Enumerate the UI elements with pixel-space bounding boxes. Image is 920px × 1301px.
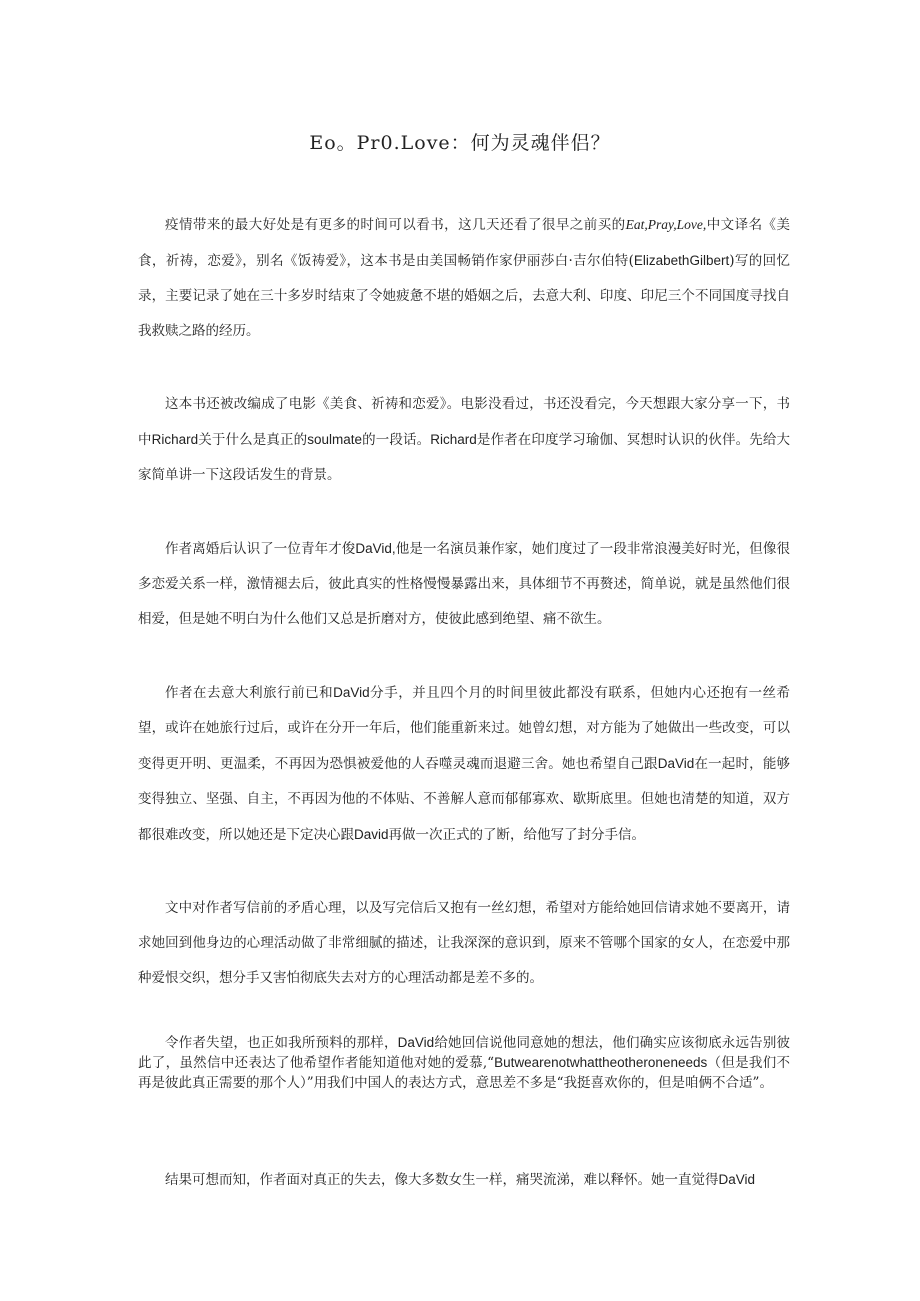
p2-text-d: 是作者在印度学习瑜伽、冥想时认识的伙伴。先给大家简单讲一下这段话发生的背景。 (138, 432, 791, 483)
p2-richard-1: Richard (151, 432, 199, 447)
p1-text-b: 中文译名《美食，祈祷，恋爱》，别名《饭祷爱》，这本书是由美国畅销作家伊丽莎白·吉尔伯特( (138, 217, 790, 269)
paragraph-7 (138, 1162, 790, 1198)
p1-text-c: )写的回忆录，主要记录了她在三十多岁时结束了令她疲惫不堪的婚姻之后，去意大利、印度、印尼三个不同国度寻找自我救赎之路的经历。 (138, 253, 790, 339)
p4-text-d: 再做一次正式的了断，给他写了封分手信。 (388, 827, 646, 843)
p3-david: DaVid, (355, 541, 396, 556)
p1-book-title: Eat,Pray,Love, (625, 217, 707, 232)
p2-text-a: 这本书还被改编成了电影《美食、祈祷和恋爱》。电影没看过，书还没看完，今天想跟大家分享一下，书中 (138, 396, 790, 448)
p7-text-a: 结果可想而知，作者面对真正的失去，像大多数女生一样，痛哭流涕，难以释怀。她一直觉得 (165, 1172, 719, 1188)
p3-text-b: 他是一名演员兼作家，她们度过了一段非常浪漫美好时光，但像很多恋爱关系一样，激情褪去后，彼此真实的性格慢慢暴露出来，具体细节不再赘述，简单说，就是虽然他们很相爱，但是她不明白为什么他们又总是折磨对方，使彼此感到绝望、痛不欲生。 (138, 541, 791, 627)
p6-text-a: 令作者失望，也正如我所预料的那样， (165, 1035, 398, 1051)
p6-text-b: 给她回信说他同意她的想法，他们确实应该彻底永远告别彼此了，虽然信中还表达了他希望作者能知道他对她的爱慕,“ (138, 1035, 791, 1071)
p4-text-a: 作者在去意大利旅行前已和 (165, 685, 334, 701)
p4-david-3: David (354, 827, 389, 842)
p6-david: DaVid (397, 1035, 435, 1050)
paragraph-4 (138, 675, 790, 853)
p6-english-quote: Butwearenotwhattheotheroneneeds (494, 1055, 708, 1070)
p2-soulmate: soulmate (307, 432, 363, 447)
p4-david-2: DaVid (657, 756, 695, 771)
p1-text-a: 疫情带来的最大好处是有更多的时间可以看书，这几天还看了很早之前买的 (165, 217, 626, 233)
paragraph-2 (138, 387, 790, 493)
paragraph-1 (138, 207, 790, 349)
p1-author-name: ElizabethGilbert (633, 253, 730, 268)
paragraph-5 (138, 891, 790, 996)
p4-text-b: 分手，并且四个月的时间里彼此都没有联系，但她内心还抱有一丝希望，或许在她旅行过后，或许在分开一年后，他们能重新来过。她曾幻想，对方能为了她做出一些改变，可以变得更开明、更温柔，不再因为恐惧被爱他的人吞噬灵魂而退避三舍。她也希望自己跟 (138, 685, 791, 772)
p2-text-b: 关于什么是真正的 (198, 432, 308, 448)
p4-david-1: DaVid (333, 685, 370, 700)
p7-david: DaVid (718, 1172, 756, 1187)
paragraph-3 (138, 531, 790, 637)
document-title: Eo。Pr0.Love：何为灵魂伴侣？ (309, 132, 611, 154)
paragraph-6 (138, 1033, 790, 1093)
p3-text-a: 作者离婚后认识了一位青年才俊 (165, 541, 356, 557)
p5-text: 文中对作者写信前的矛盾心理，以及写完信后又抱有一丝幻想，希望对方能给她回信请求她不要离开，请求她回到他身边的心理活动做了非常细腻的描述，让我深深的意识到，原来不管哪个国家的女人，在恋爱中那种爱恨交织，想分手又害怕彻底失去对方的心理活动都是差不多的。 (138, 900, 790, 986)
p2-text-c: 的一段话。 (362, 432, 431, 448)
p6-text-c: （但是我们不再是彼此真正需要的那个人）”用我们中国人的表达方式，意思差不多是“我挺喜欢你的，但是咱俩不合适”。 (138, 1055, 791, 1091)
p2-richard-2: Richard (430, 432, 477, 447)
p4-text-c: 在一起时，能够变得独立、坚强、自主，不再因为他的不体贴、不善解人意而郁郁寡欢、歇斯底里。但她也清楚的知道，双方都很难改变，所以她还是下定决心跟 (138, 756, 791, 843)
